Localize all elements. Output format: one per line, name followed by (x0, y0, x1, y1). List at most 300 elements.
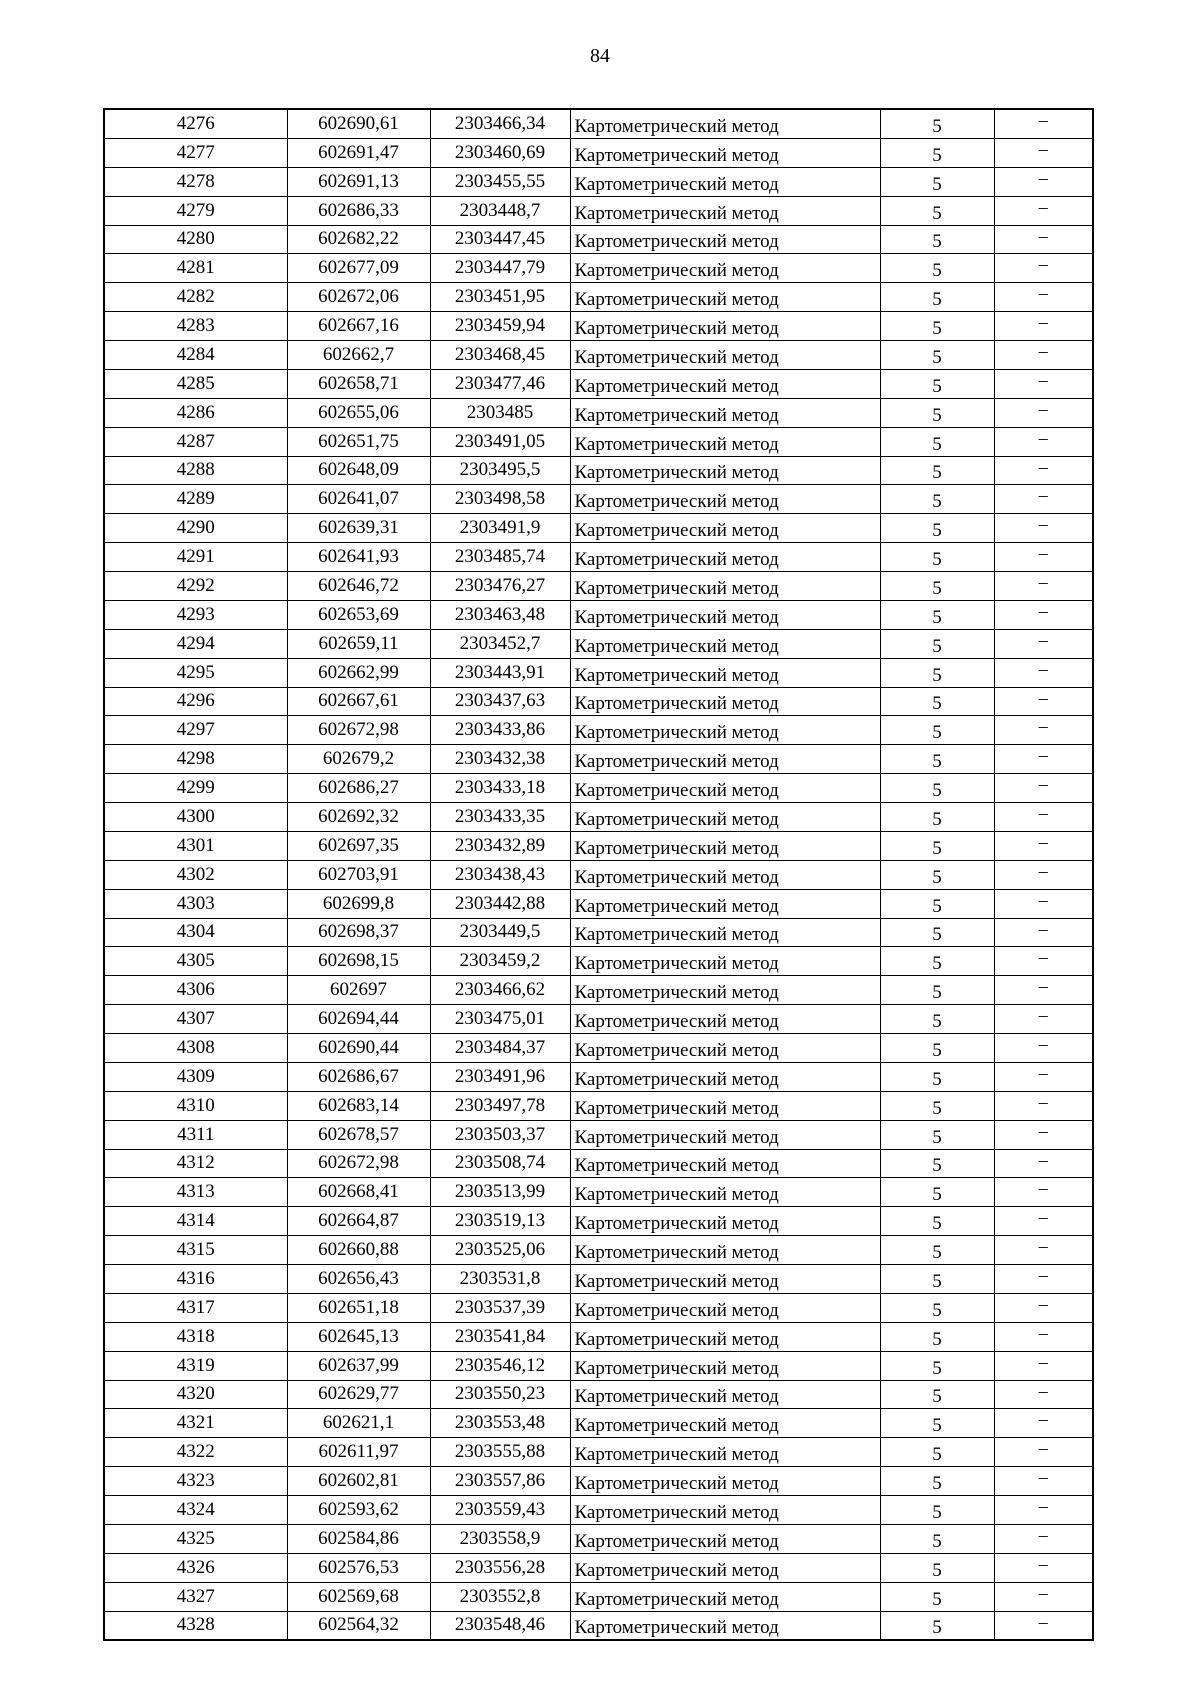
accuracy-cell: 5 (880, 1062, 994, 1091)
table-row (104, 889, 1093, 918)
accuracy-cell: 5 (880, 572, 994, 601)
note-cell: – (994, 254, 1093, 283)
point-number-cell: 4293 (104, 600, 287, 629)
x-coordinate-cell: 602655,06 (287, 398, 430, 427)
point-number-cell: 4285 (104, 369, 287, 398)
note-cell: – (994, 1496, 1093, 1525)
table-row (104, 1034, 1093, 1063)
method-cell: Картометрический метод (570, 629, 880, 658)
point-number-cell: 4280 (104, 225, 287, 254)
accuracy-cell: 5 (880, 543, 994, 572)
method-cell: Картометрический метод (570, 1351, 880, 1380)
point-number-cell: 4281 (104, 254, 287, 283)
accuracy-cell: 5 (880, 341, 994, 370)
y-coordinate-cell: 2303466,34 (430, 109, 570, 138)
x-coordinate-cell: 602621,1 (287, 1409, 430, 1438)
y-coordinate-cell: 2303546,12 (430, 1351, 570, 1380)
point-number-cell: 4320 (104, 1380, 287, 1409)
x-coordinate-cell: 602629,77 (287, 1380, 430, 1409)
method-cell: Картометрический метод (570, 774, 880, 803)
y-coordinate-cell: 2303503,37 (430, 1120, 570, 1149)
note-cell: – (994, 831, 1093, 860)
note-cell: – (994, 1582, 1093, 1611)
accuracy-cell: 5 (880, 1293, 994, 1322)
note-cell: – (994, 1467, 1093, 1496)
table-row (104, 138, 1093, 167)
table-body (104, 109, 1093, 1640)
method-cell: Картометрический метод (570, 1409, 880, 1438)
table-row (104, 716, 1093, 745)
accuracy-cell: 5 (880, 427, 994, 456)
table-row (104, 1178, 1093, 1207)
y-coordinate-cell: 2303475,01 (430, 1005, 570, 1034)
y-coordinate-cell: 2303432,89 (430, 831, 570, 860)
method-cell: Картометрический метод (570, 803, 880, 832)
point-number-cell: 4294 (104, 629, 287, 658)
accuracy-cell: 5 (880, 1005, 994, 1034)
accuracy-cell: 5 (880, 658, 994, 687)
x-coordinate-cell: 602662,7 (287, 341, 430, 370)
x-coordinate-cell: 602699,8 (287, 889, 430, 918)
point-number-cell: 4276 (104, 109, 287, 138)
y-coordinate-cell: 2303537,39 (430, 1293, 570, 1322)
accuracy-cell: 5 (880, 1524, 994, 1553)
note-cell: – (994, 629, 1093, 658)
x-coordinate-cell: 602672,98 (287, 716, 430, 745)
method-cell: Картометрический метод (570, 976, 880, 1005)
method-cell: Картометрический метод (570, 1091, 880, 1120)
point-number-cell: 4296 (104, 687, 287, 716)
point-number-cell: 4298 (104, 745, 287, 774)
point-number-cell: 4279 (104, 196, 287, 225)
table-row (104, 514, 1093, 543)
point-number-cell: 4314 (104, 1207, 287, 1236)
x-coordinate-cell: 602686,27 (287, 774, 430, 803)
table-row (104, 1496, 1093, 1525)
method-cell: Картометрический метод (570, 918, 880, 947)
method-cell: Картометрический метод (570, 1120, 880, 1149)
note-cell: – (994, 1265, 1093, 1294)
y-coordinate-cell: 2303459,94 (430, 312, 570, 341)
point-number-cell: 4289 (104, 485, 287, 514)
x-coordinate-cell: 602678,57 (287, 1120, 430, 1149)
accuracy-cell: 5 (880, 369, 994, 398)
note-cell: – (994, 1120, 1093, 1149)
accuracy-cell: 5 (880, 889, 994, 918)
point-number-cell: 4321 (104, 1409, 287, 1438)
table-row (104, 1062, 1093, 1091)
accuracy-cell: 5 (880, 687, 994, 716)
table-row (104, 1236, 1093, 1265)
point-number-cell: 4313 (104, 1178, 287, 1207)
method-cell: Картометрический метод (570, 514, 880, 543)
method-cell: Картометрический метод (570, 1034, 880, 1063)
y-coordinate-cell: 2303559,43 (430, 1496, 570, 1525)
y-coordinate-cell: 2303541,84 (430, 1322, 570, 1351)
x-coordinate-cell: 602641,93 (287, 543, 430, 572)
accuracy-cell: 5 (880, 1091, 994, 1120)
y-coordinate-cell: 2303433,35 (430, 803, 570, 832)
x-coordinate-cell: 602679,2 (287, 745, 430, 774)
x-coordinate-cell: 602683,14 (287, 1091, 430, 1120)
method-cell: Картометрический метод (570, 138, 880, 167)
note-cell: – (994, 1005, 1093, 1034)
accuracy-cell: 5 (880, 918, 994, 947)
x-coordinate-cell: 602697 (287, 976, 430, 1005)
point-number-cell: 4295 (104, 658, 287, 687)
x-coordinate-cell: 602653,69 (287, 600, 430, 629)
method-cell: Картометрический метод (570, 1582, 880, 1611)
table-row (104, 341, 1093, 370)
table-row (104, 427, 1093, 456)
y-coordinate-cell: 2303452,7 (430, 629, 570, 658)
x-coordinate-cell: 602569,68 (287, 1582, 430, 1611)
y-coordinate-cell: 2303433,86 (430, 716, 570, 745)
point-number-cell: 4319 (104, 1351, 287, 1380)
y-coordinate-cell: 2303485,74 (430, 543, 570, 572)
method-cell: Картометрический метод (570, 341, 880, 370)
note-cell: – (994, 1236, 1093, 1265)
table-row (104, 543, 1093, 572)
x-coordinate-cell: 602576,53 (287, 1553, 430, 1582)
y-coordinate-cell: 2303557,86 (430, 1467, 570, 1496)
accuracy-cell: 5 (880, 254, 994, 283)
accuracy-cell: 5 (880, 1265, 994, 1294)
accuracy-cell: 5 (880, 774, 994, 803)
x-coordinate-cell: 602691,13 (287, 167, 430, 196)
note-cell: – (994, 1438, 1093, 1467)
note-cell: – (994, 109, 1093, 138)
accuracy-cell: 5 (880, 1034, 994, 1063)
accuracy-cell: 5 (880, 225, 994, 254)
y-coordinate-cell: 2303548,46 (430, 1611, 570, 1640)
accuracy-cell: 5 (880, 947, 994, 976)
table-row (104, 803, 1093, 832)
accuracy-cell: 5 (880, 1380, 994, 1409)
table-row (104, 485, 1093, 514)
method-cell: Картометрический метод (570, 889, 880, 918)
y-coordinate-cell: 2303555,88 (430, 1438, 570, 1467)
note-cell: – (994, 543, 1093, 572)
note-cell: – (994, 745, 1093, 774)
point-number-cell: 4317 (104, 1293, 287, 1322)
method-cell: Картометрический метод (570, 687, 880, 716)
y-coordinate-cell: 2303508,74 (430, 1149, 570, 1178)
point-number-cell: 4288 (104, 456, 287, 485)
point-number-cell: 4304 (104, 918, 287, 947)
point-number-cell: 4310 (104, 1091, 287, 1120)
method-cell: Картометрический метод (570, 572, 880, 601)
note-cell: – (994, 687, 1093, 716)
x-coordinate-cell: 602697,35 (287, 831, 430, 860)
y-coordinate-cell: 2303485 (430, 398, 570, 427)
method-cell: Картометрический метод (570, 947, 880, 976)
point-number-cell: 4286 (104, 398, 287, 427)
table-row (104, 1351, 1093, 1380)
accuracy-cell: 5 (880, 1236, 994, 1265)
note-cell: – (994, 1524, 1093, 1553)
method-cell: Картометрический метод (570, 196, 880, 225)
table-row (104, 109, 1093, 138)
note-cell: – (994, 1322, 1093, 1351)
accuracy-cell: 5 (880, 1467, 994, 1496)
y-coordinate-cell: 2303433,18 (430, 774, 570, 803)
point-number-cell: 4278 (104, 167, 287, 196)
table-row (104, 196, 1093, 225)
x-coordinate-cell: 602692,32 (287, 803, 430, 832)
point-number-cell: 4300 (104, 803, 287, 832)
accuracy-cell: 5 (880, 831, 994, 860)
point-number-cell: 4315 (104, 1236, 287, 1265)
point-number-cell: 4326 (104, 1553, 287, 1582)
note-cell: – (994, 976, 1093, 1005)
y-coordinate-cell: 2303468,45 (430, 341, 570, 370)
table-row (104, 687, 1093, 716)
y-coordinate-cell: 2303460,69 (430, 138, 570, 167)
y-coordinate-cell: 2303432,38 (430, 745, 570, 774)
point-number-cell: 4323 (104, 1467, 287, 1496)
point-number-cell: 4297 (104, 716, 287, 745)
accuracy-cell: 5 (880, 1409, 994, 1438)
note-cell: – (994, 600, 1093, 629)
note-cell: – (994, 1409, 1093, 1438)
x-coordinate-cell: 602686,33 (287, 196, 430, 225)
y-coordinate-cell: 2303447,45 (430, 225, 570, 254)
y-coordinate-cell: 2303491,96 (430, 1062, 570, 1091)
x-coordinate-cell: 602662,99 (287, 658, 430, 687)
x-coordinate-cell: 602690,44 (287, 1034, 430, 1063)
x-coordinate-cell: 602667,61 (287, 687, 430, 716)
accuracy-cell: 5 (880, 1120, 994, 1149)
method-cell: Картометрический метод (570, 485, 880, 514)
table-row (104, 860, 1093, 889)
point-number-cell: 4291 (104, 543, 287, 572)
method-cell: Картометрический метод (570, 600, 880, 629)
accuracy-cell: 5 (880, 1611, 994, 1640)
accuracy-cell: 5 (880, 456, 994, 485)
y-coordinate-cell: 2303519,13 (430, 1207, 570, 1236)
note-cell: – (994, 369, 1093, 398)
method-cell: Картометрический метод (570, 1293, 880, 1322)
y-coordinate-cell: 2303552,8 (430, 1582, 570, 1611)
note-cell: – (994, 716, 1093, 745)
accuracy-cell: 5 (880, 138, 994, 167)
point-number-cell: 4292 (104, 572, 287, 601)
method-cell: Картометрический метод (570, 1611, 880, 1640)
table-row (104, 167, 1093, 196)
x-coordinate-cell: 602602,81 (287, 1467, 430, 1496)
method-cell: Картометрический метод (570, 831, 880, 860)
method-cell: Картометрический метод (570, 1467, 880, 1496)
method-cell: Картометрический метод (570, 254, 880, 283)
y-coordinate-cell: 2303531,8 (430, 1265, 570, 1294)
y-coordinate-cell: 2303449,5 (430, 918, 570, 947)
point-number-cell: 4322 (104, 1438, 287, 1467)
point-number-cell: 4308 (104, 1034, 287, 1063)
y-coordinate-cell: 2303438,43 (430, 860, 570, 889)
x-coordinate-cell: 602672,06 (287, 283, 430, 312)
note-cell: – (994, 138, 1093, 167)
x-coordinate-cell: 602651,18 (287, 1293, 430, 1322)
y-coordinate-cell: 2303437,63 (430, 687, 570, 716)
x-coordinate-cell: 602682,22 (287, 225, 430, 254)
point-number-cell: 4287 (104, 427, 287, 456)
note-cell: – (994, 947, 1093, 976)
x-coordinate-cell: 602564,32 (287, 1611, 430, 1640)
accuracy-cell: 5 (880, 745, 994, 774)
x-coordinate-cell: 602686,67 (287, 1062, 430, 1091)
note-cell: – (994, 1380, 1093, 1409)
y-coordinate-cell: 2303447,79 (430, 254, 570, 283)
table-row (104, 1120, 1093, 1149)
point-number-cell: 4306 (104, 976, 287, 1005)
table-row (104, 774, 1093, 803)
note-cell: – (994, 1207, 1093, 1236)
table-row (104, 1524, 1093, 1553)
accuracy-cell: 5 (880, 629, 994, 658)
point-number-cell: 4282 (104, 283, 287, 312)
note-cell: – (994, 398, 1093, 427)
note-cell: – (994, 1062, 1093, 1091)
method-cell: Картометрический метод (570, 1149, 880, 1178)
y-coordinate-cell: 2303455,55 (430, 167, 570, 196)
x-coordinate-cell: 602648,09 (287, 456, 430, 485)
point-number-cell: 4303 (104, 889, 287, 918)
x-coordinate-cell: 602611,97 (287, 1438, 430, 1467)
point-number-cell: 4309 (104, 1062, 287, 1091)
table-row (104, 1409, 1093, 1438)
x-coordinate-cell: 602651,75 (287, 427, 430, 456)
method-cell: Картометрический метод (570, 1178, 880, 1207)
point-number-cell: 4283 (104, 312, 287, 341)
accuracy-cell: 5 (880, 716, 994, 745)
table-row (104, 976, 1093, 1005)
note-cell: – (994, 1149, 1093, 1178)
point-number-cell: 4307 (104, 1005, 287, 1034)
method-cell: Картометрический метод (570, 1380, 880, 1409)
note-cell: – (994, 312, 1093, 341)
table-row (104, 572, 1093, 601)
accuracy-cell: 5 (880, 1553, 994, 1582)
note-cell: – (994, 283, 1093, 312)
table-row (104, 254, 1093, 283)
accuracy-cell: 5 (880, 196, 994, 225)
table-row (104, 918, 1093, 947)
y-coordinate-cell: 2303451,95 (430, 283, 570, 312)
y-coordinate-cell: 2303495,5 (430, 456, 570, 485)
x-coordinate-cell: 602658,71 (287, 369, 430, 398)
y-coordinate-cell: 2303525,06 (430, 1236, 570, 1265)
accuracy-cell: 5 (880, 1207, 994, 1236)
note-cell: – (994, 774, 1093, 803)
note-cell: – (994, 1034, 1093, 1063)
accuracy-cell: 5 (880, 514, 994, 543)
y-coordinate-cell: 2303476,27 (430, 572, 570, 601)
y-coordinate-cell: 2303491,05 (430, 427, 570, 456)
accuracy-cell: 5 (880, 1178, 994, 1207)
table-row (104, 745, 1093, 774)
x-coordinate-cell: 602664,87 (287, 1207, 430, 1236)
x-coordinate-cell: 602637,99 (287, 1351, 430, 1380)
y-coordinate-cell: 2303466,62 (430, 976, 570, 1005)
method-cell: Картометрический метод (570, 427, 880, 456)
table-row (104, 1611, 1093, 1640)
x-coordinate-cell: 602593,62 (287, 1496, 430, 1525)
method-cell: Картометрический метод (570, 1524, 880, 1553)
note-cell: – (994, 225, 1093, 254)
note-cell: – (994, 196, 1093, 225)
note-cell: – (994, 456, 1093, 485)
table-row (104, 1582, 1093, 1611)
note-cell: – (994, 860, 1093, 889)
method-cell: Картометрический метод (570, 543, 880, 572)
y-coordinate-cell: 2303558,9 (430, 1524, 570, 1553)
note-cell: – (994, 1178, 1093, 1207)
x-coordinate-cell: 602660,88 (287, 1236, 430, 1265)
accuracy-cell: 5 (880, 1496, 994, 1525)
x-coordinate-cell: 602698,37 (287, 918, 430, 947)
accuracy-cell: 5 (880, 1149, 994, 1178)
method-cell: Картометрический метод (570, 1207, 880, 1236)
accuracy-cell: 5 (880, 167, 994, 196)
table-row (104, 225, 1093, 254)
method-cell: Картометрический метод (570, 456, 880, 485)
note-cell: – (994, 485, 1093, 514)
point-number-cell: 4290 (104, 514, 287, 543)
point-number-cell: 4324 (104, 1496, 287, 1525)
method-cell: Картометрический метод (570, 109, 880, 138)
note-cell: – (994, 572, 1093, 601)
y-coordinate-cell: 2303448,7 (430, 196, 570, 225)
point-number-cell: 4327 (104, 1582, 287, 1611)
note-cell: – (994, 1293, 1093, 1322)
accuracy-cell: 5 (880, 1438, 994, 1467)
x-coordinate-cell: 602645,13 (287, 1322, 430, 1351)
accuracy-cell: 5 (880, 485, 994, 514)
note-cell: – (994, 918, 1093, 947)
table-row (104, 1091, 1093, 1120)
accuracy-cell: 5 (880, 1351, 994, 1380)
y-coordinate-cell: 2303463,48 (430, 600, 570, 629)
table-row (104, 1207, 1093, 1236)
note-cell: – (994, 167, 1093, 196)
point-number-cell: 4299 (104, 774, 287, 803)
y-coordinate-cell: 2303477,46 (430, 369, 570, 398)
table-row (104, 369, 1093, 398)
point-number-cell: 4302 (104, 860, 287, 889)
table-row (104, 1467, 1093, 1496)
point-number-cell: 4328 (104, 1611, 287, 1640)
method-cell: Картометрический метод (570, 658, 880, 687)
table-row (104, 629, 1093, 658)
table-row (104, 1265, 1093, 1294)
table-row (104, 1322, 1093, 1351)
method-cell: Картометрический метод (570, 312, 880, 341)
accuracy-cell: 5 (880, 600, 994, 629)
accuracy-cell: 5 (880, 312, 994, 341)
table-row (104, 1293, 1093, 1322)
page-number: 84 (590, 45, 610, 67)
y-coordinate-cell: 2303491,9 (430, 514, 570, 543)
x-coordinate-cell: 602646,72 (287, 572, 430, 601)
table-row (104, 1553, 1093, 1582)
point-number-cell: 4312 (104, 1149, 287, 1178)
table-row (104, 1380, 1093, 1409)
y-coordinate-cell: 2303443,91 (430, 658, 570, 687)
table-row (104, 398, 1093, 427)
accuracy-cell: 5 (880, 109, 994, 138)
point-number-cell: 4316 (104, 1265, 287, 1294)
